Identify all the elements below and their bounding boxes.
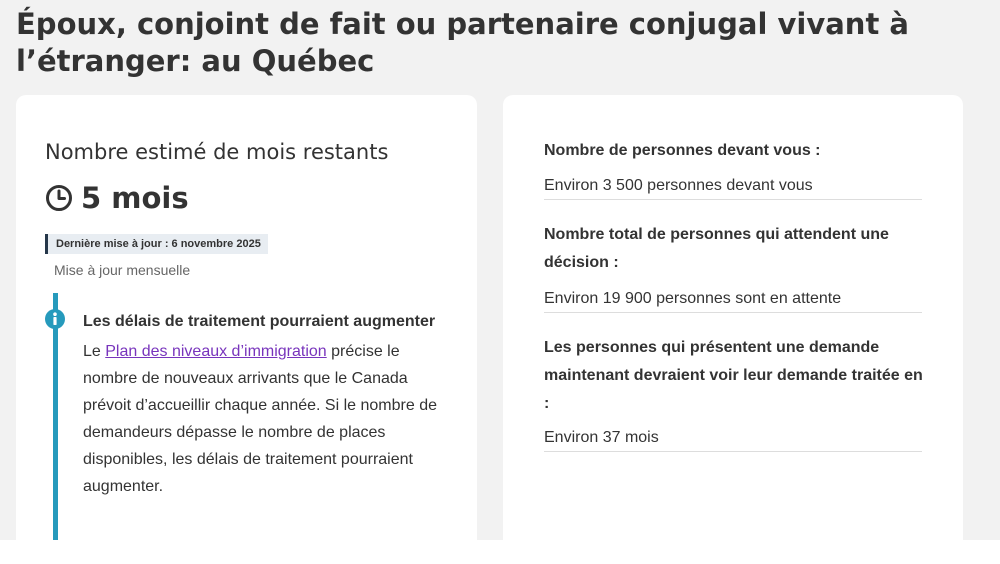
months-value: 5 mois <box>81 181 189 215</box>
clock-icon <box>45 184 73 212</box>
update-frequency: Mise à jour mensuelle <box>54 262 191 278</box>
queue-stats-card <box>503 95 963 540</box>
page-title: Époux, conjoint de fait ou partenaire conjugal vivant à l’étranger: au Québec <box>16 7 909 78</box>
alert-body <box>83 338 455 500</box>
alert-body-suffix: précise le nombre de nouveaux arrivants que le Canada prévoit d’accueillir chaque année. Si le nombre de demandeurs dépasse le nombre de places disponibles, les délais de traitement pourraient augmenter. <box>83 343 437 495</box>
people-ahead-value: Environ 3 500 personnes devant vous <box>544 175 922 200</box>
alert-title: Les délais de traitement pourraient augmenter <box>83 313 436 330</box>
immigration-levels-plan-link[interactable]: Plan des niveaux d’immigration <box>105 343 327 360</box>
people-waiting-value: Environ 19 900 personnes sont en attente <box>544 288 922 313</box>
alert-accent-bar <box>53 293 58 540</box>
estimate-heading: Nombre estimé de mois restants <box>45 140 389 164</box>
months-remaining <box>45 181 189 215</box>
processing-alert <box>83 309 455 500</box>
processing-time-value: Environ 37 mois <box>544 427 922 452</box>
alert-body-prefix: Le <box>83 343 106 360</box>
people-waiting-label: Nombre total de personnes qui attendent une décision : <box>544 226 889 271</box>
last-updated-label: Dernière mise à jour : 6 novembre 2025 <box>45 234 268 254</box>
processing-time-label: Les personnes qui présentent une demande maintenant devraient voir leur demande traitée en : <box>544 339 923 412</box>
people-ahead-label: Nombre de personnes devant vous : <box>544 142 821 159</box>
info-icon <box>44 308 66 330</box>
estimate-card <box>16 95 477 540</box>
